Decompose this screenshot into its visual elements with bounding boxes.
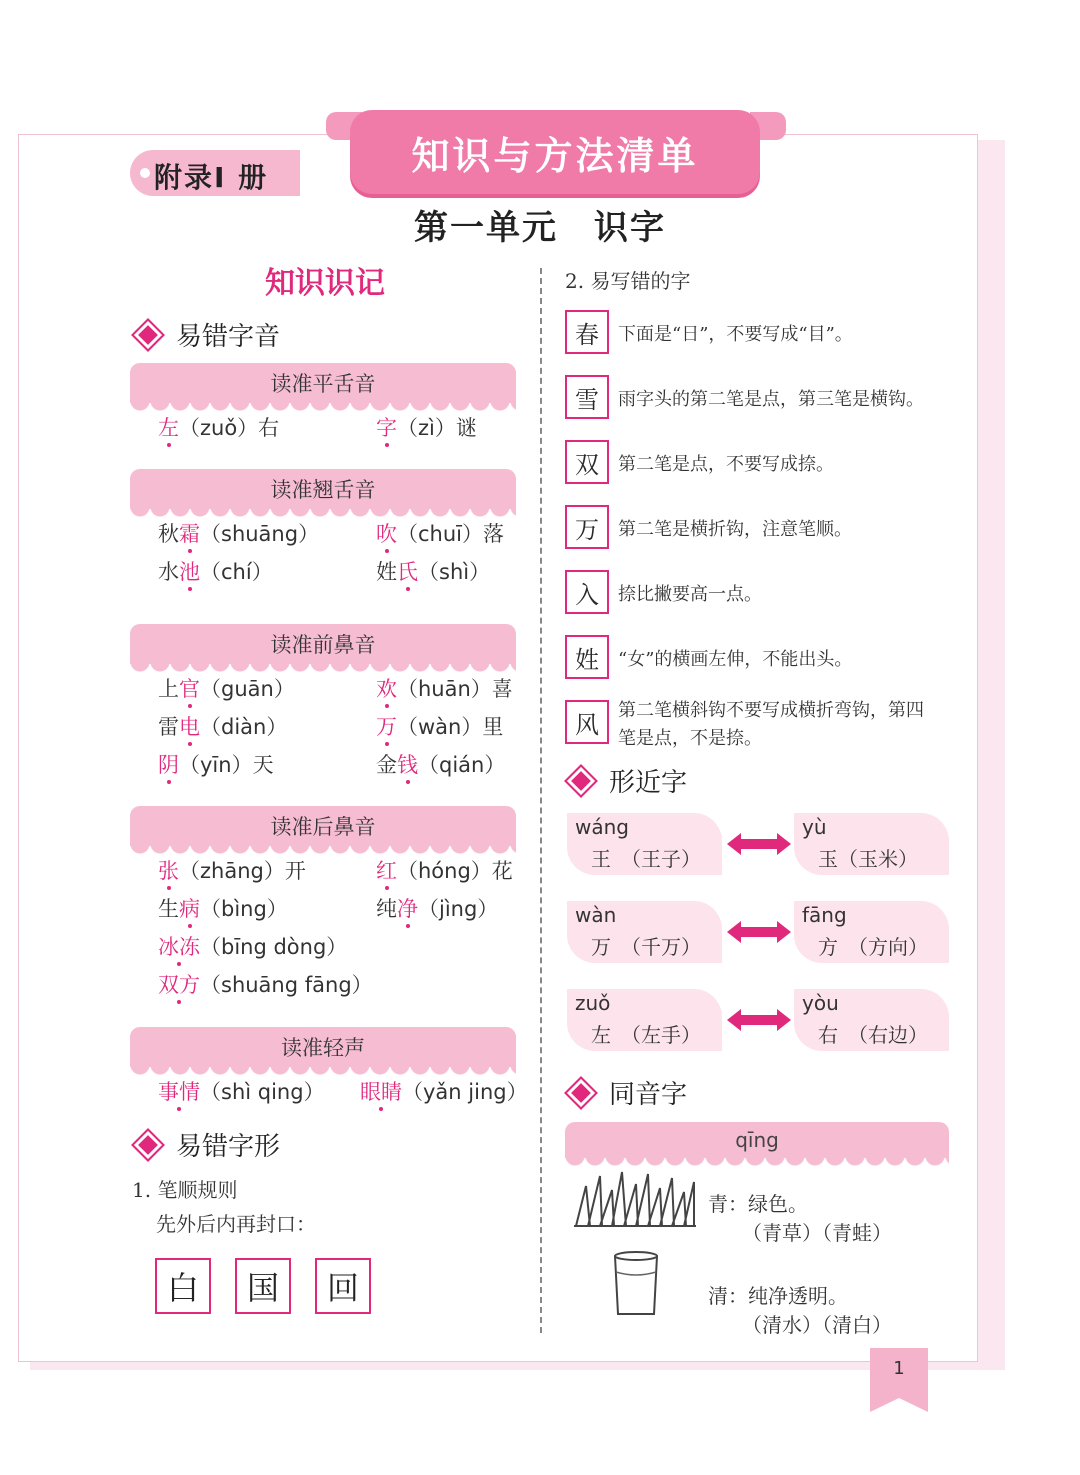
column-divider [540, 268, 542, 1333]
diamond-icon [134, 1130, 162, 1158]
band-front-nasal: 读准前鼻音 [130, 624, 516, 664]
page-number: 1 [893, 1358, 905, 1379]
char-box: 雪 [565, 375, 609, 419]
sound-item: 阴（yīn）天 [158, 753, 274, 777]
similar-char-card: wàn 万 （千万） [567, 901, 722, 963]
char-note: 第二笔横斜钩不要写成横折弯钩，第四 [618, 700, 924, 721]
char-box: 万 [565, 505, 609, 549]
section-similar-shape: 形近字 [565, 762, 687, 799]
char-box: 白 [155, 1258, 211, 1314]
diamond-icon [134, 320, 162, 348]
char-box: 国 [235, 1258, 291, 1314]
sound-item: 上官（guān） [158, 677, 295, 701]
sound-item: 事情（shì qing） [158, 1080, 325, 1104]
left-column-title: 知识识记 [265, 266, 385, 301]
sound-item: 秋霜（shuāng） [158, 522, 320, 546]
appendix-tag [130, 150, 300, 196]
band-flat-tongue: 读准平舌音 [130, 363, 516, 403]
sound-item: 左（zuǒ）右 [158, 416, 280, 440]
sound-item: 万（wàn）里 [376, 715, 504, 739]
char-note: 下面是“日”，不要写成“目”。 [618, 324, 853, 345]
double-arrow-icon [727, 921, 791, 943]
similar-char-card: zuǒ 左 （左手） [567, 989, 722, 1051]
char-note: 第二笔是横折钩，注意笔顺。 [618, 519, 852, 540]
char-note: 第二笔是点，不要写成捺。 [618, 454, 834, 475]
char-note: 捺比撇要高一点。 [618, 584, 762, 605]
grass-icon [572, 1168, 698, 1228]
appendix-label: 附录Ⅰ 册 [154, 161, 269, 194]
double-arrow-icon [727, 1009, 791, 1031]
section-easy-wrong-sound: 易错字音 [132, 316, 280, 353]
stroke-rule-title: 1. 笔顺规则 [132, 1178, 238, 1202]
sound-item: 眼睛（yǎn jing） [360, 1080, 528, 1104]
char-note: 雨字头的第二笔是点，第三笔是横钩。 [618, 389, 924, 410]
sound-item: 吹（chuī）落 [376, 522, 504, 546]
char-box: 姓 [565, 635, 609, 679]
sound-item: 生病（bìng） [158, 897, 288, 921]
sound-item: 双方（shuāng fāng） [158, 973, 373, 997]
char-box: 双 [565, 440, 609, 484]
homophone-qing2-words: （清水）（清白） [742, 1313, 892, 1337]
band-qing: qīng [565, 1122, 949, 1158]
double-arrow-icon [727, 833, 791, 855]
homophone-qing1: 青：绿色。 [708, 1192, 808, 1216]
similar-char-card: fāng 方 （方向） [794, 901, 949, 963]
char-box: 春 [565, 310, 609, 354]
section-homophone: 同音字 [565, 1074, 687, 1111]
unit-title: 第一单元 识字 [414, 208, 666, 248]
section-easy-wrong-shape: 易错字形 [132, 1126, 280, 1163]
band-neutral-tone: 读准轻声 [130, 1027, 516, 1067]
similar-char-card: yù 玉（玉米） [794, 813, 949, 875]
sound-item: 水池（chí） [158, 560, 273, 584]
char-box: 风 [565, 700, 609, 744]
sound-item: 红（hóng）花 [376, 859, 513, 883]
similar-char-card: wáng 王 （王子） [567, 813, 722, 875]
sound-item: 雷电（diàn） [158, 715, 288, 739]
sound-item: 冰冻（bīng dòng） [158, 935, 348, 959]
band-curled-tongue: 读准翘舌音 [130, 469, 516, 509]
char-note-line2: 笔是点，不是捺。 [618, 728, 762, 749]
char-note: “女”的横画左伸，不能出头。 [618, 649, 853, 670]
easy-write-wrong-title: 2. 易写错的字 [565, 269, 691, 293]
sound-item: 字（zì）谜 [376, 416, 477, 440]
sound-item: 欢（huān）喜 [376, 677, 513, 701]
sound-item: 姓氏（shì） [376, 560, 491, 584]
char-box: 回 [315, 1258, 371, 1314]
sound-item: 金钱（qián） [376, 753, 506, 777]
diamond-icon [567, 766, 595, 794]
homophone-qing1-words: （青草）（青蛙） [742, 1221, 892, 1245]
sound-item: 纯净（jìng） [376, 897, 499, 921]
similar-char-card: yòu 右 （右边） [794, 989, 949, 1051]
sound-item: 张（zhāng）开 [158, 859, 306, 883]
water-glass-icon [612, 1250, 660, 1318]
diamond-icon [567, 1078, 595, 1106]
homophone-qing2: 清：纯净透明。 [708, 1284, 848, 1308]
band-back-nasal: 读准后鼻音 [130, 806, 516, 846]
stroke-rule-desc: 先外后内再封口： [156, 1212, 316, 1236]
header-banner: 知识与方法清单 [350, 110, 760, 194]
char-box: 入 [565, 570, 609, 614]
